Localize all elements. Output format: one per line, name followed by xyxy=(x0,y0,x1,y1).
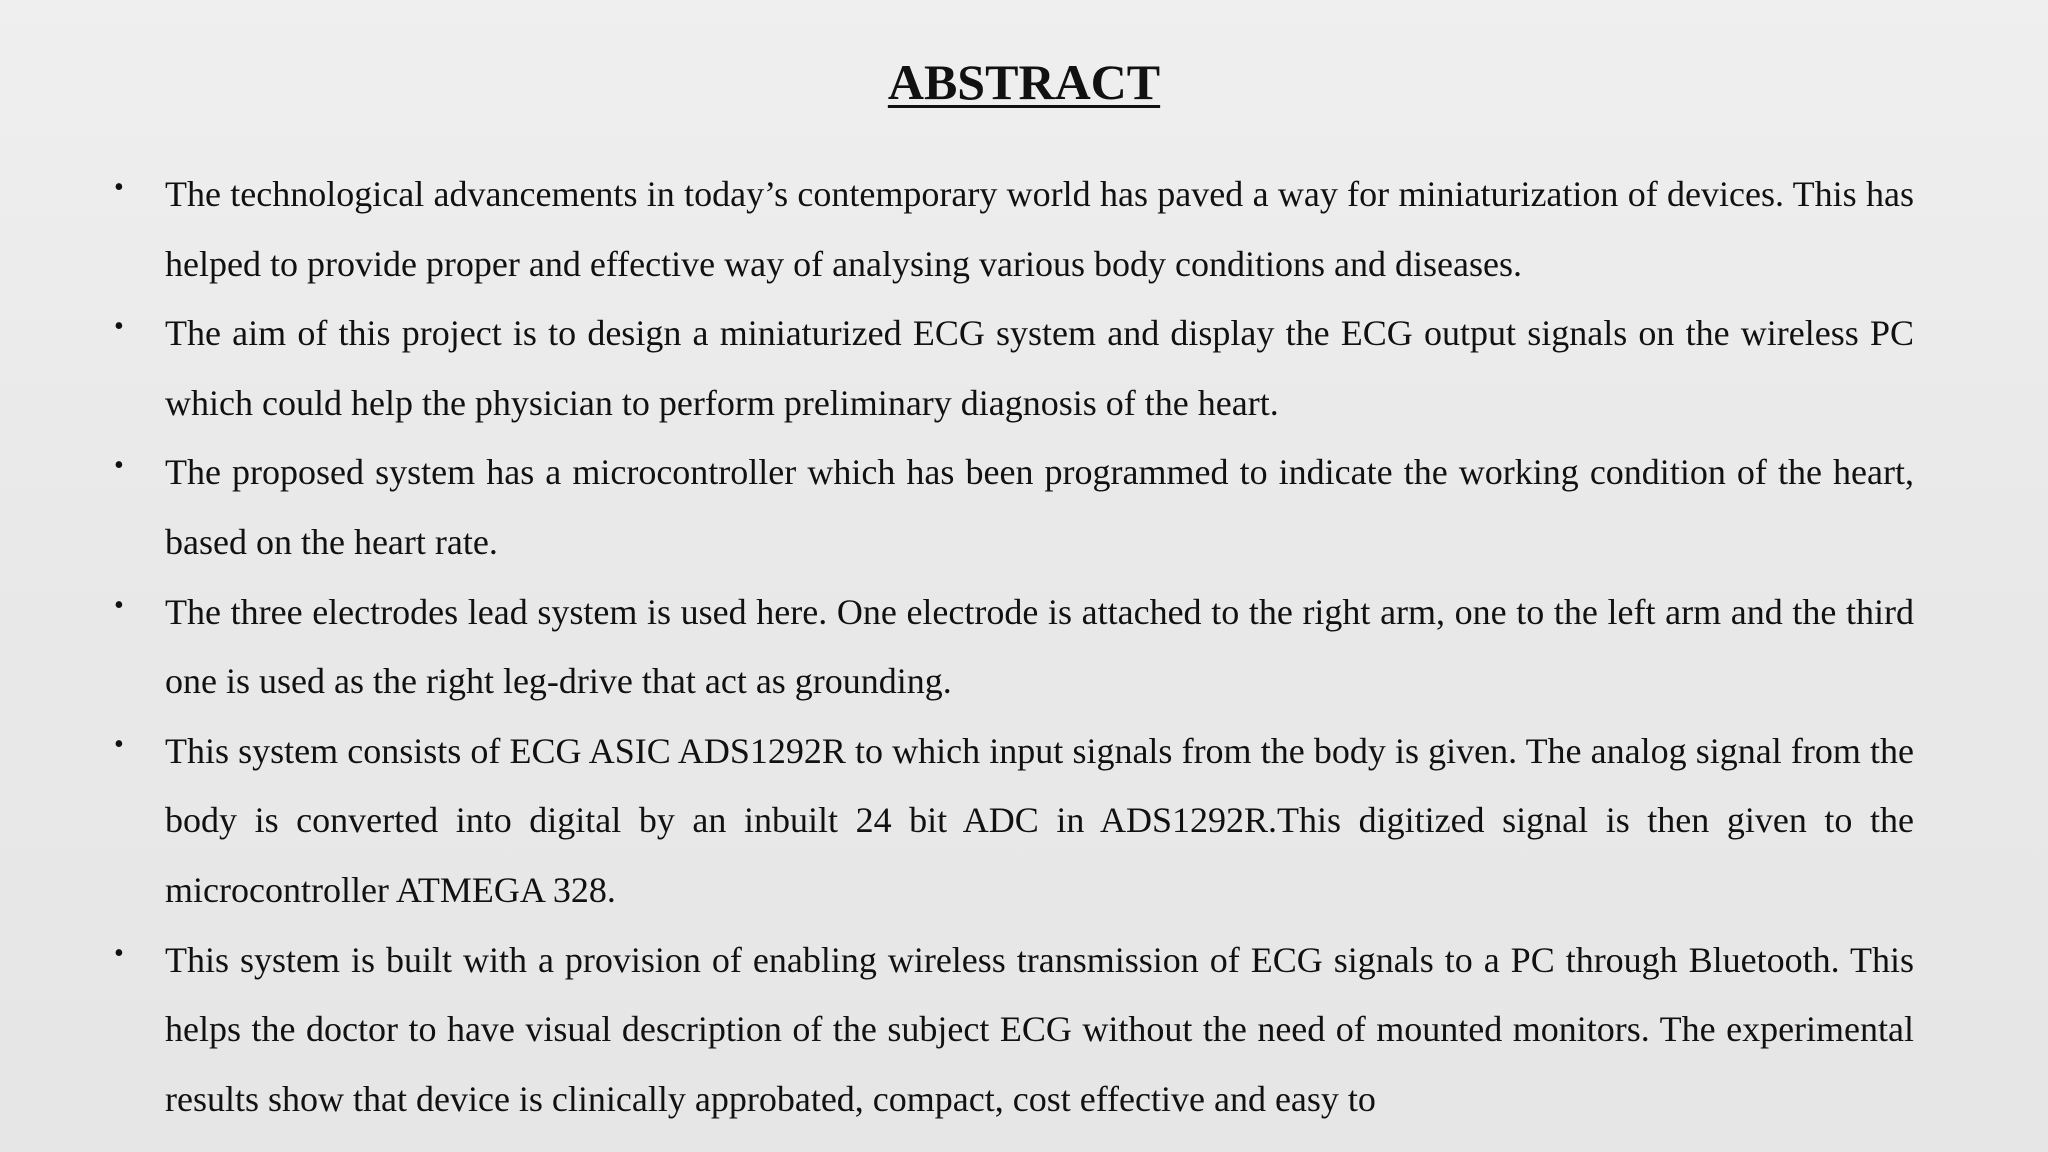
slide-title xyxy=(0,52,2048,112)
bullet-text: The proposed system has a microcontroller which has been programmed to indicate the working condition of the heart, based on the heart rate. xyxy=(165,452,1914,562)
bullet-dot-icon: • xyxy=(114,728,124,760)
bullet-item-3 xyxy=(114,438,1914,577)
bullet-dot-icon: • xyxy=(114,450,124,482)
bullet-text: The aim of this project is to design a miniaturized ECG system and display the ECG output signals on the wireless PC which could help the physician to perform preliminary diagnosis of the heart. xyxy=(165,313,1914,423)
bullet-item-4 xyxy=(114,578,1914,717)
bullet-dot-icon: • xyxy=(114,172,124,203)
bullet-text: This system consists of ECG ASIC ADS1292R to which input signals from the body is given. The analog signal from the body is converted into digital by an inbuilt 24 bit ADC in ADS1292R.This digitized signal is then given to the microcontroller ATMEGA 328. xyxy=(165,730,1914,910)
bullet-dot-icon: • xyxy=(114,311,124,343)
bullet-item-5 xyxy=(114,717,1914,926)
bullet-dot-icon: • xyxy=(114,589,124,621)
bullet-text: The technological advancements in today’s contemporary world has paved a way for miniaturization of devices. This has helped to provide proper and effective way of analysing various body conditions and diseases. xyxy=(165,174,1914,284)
slide-title-text: ABSTRACT xyxy=(887,54,1161,110)
abstract-bullet-list xyxy=(114,160,1914,1134)
bullet-text: The three electrodes lead system is used here. One electrode is attached to the right arm, one to the left arm and the third one is used as the right leg-drive that act as grounding. xyxy=(165,591,1914,702)
bullet-item-2 xyxy=(114,299,1914,438)
bullet-text: This system is built with a provision of enabling wireless transmission of ECG signals to a PC through Bluetooth. This helps the doctor to have visual description of the subject ECG without the need of mounted monitors. The experimental results show that device is clinically approbated, compact, cost effective and easy to xyxy=(165,939,1914,1119)
bullet-item-6 xyxy=(114,926,1914,1135)
bullet-dot-icon: • xyxy=(114,937,124,969)
bullet-item-1 xyxy=(114,160,1914,299)
